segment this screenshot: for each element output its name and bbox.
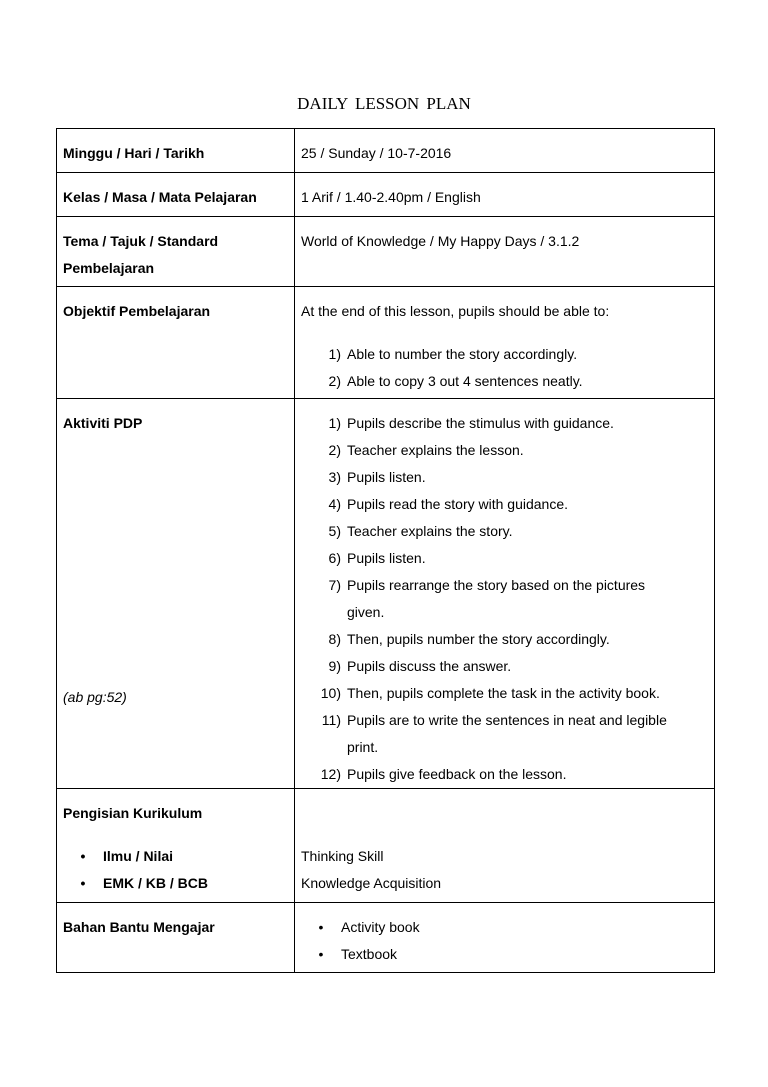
list-item: 3) Pupils listen. [328,469,426,485]
list-item: 7) Pupils rearrange the story based on the pictures [328,577,646,593]
row-minggu [57,129,715,173]
bullet-icon: • [80,875,86,891]
value-objektif [295,287,715,399]
list-item: 12) Pupils give feedback on the lesson. [320,766,567,782]
label-pengisian: Pengisian Kurikulum • Ilmu / Nilai • EMK / KB / BCB [57,789,295,903]
row-tema [57,217,715,287]
activity-book-note: (ab pg:52) [63,689,127,705]
objektif-intro: At the end of this lesson, pupils should be able to: [301,303,610,319]
label-bahan: Bahan Bantu Mengajar [57,903,295,973]
row-objektif [57,287,715,399]
value-pengisian: Thinking Skill Knowledge Acquisition [295,789,715,903]
value-aktiviti [295,399,715,789]
label-tema: Tema / Tajuk / Standard Pembelajaran [57,217,295,287]
list-item: • Ilmu / Nilai [63,843,288,870]
bullet-icon: • [318,946,324,962]
label-kelas: Kelas / Masa / Mata Pelajaran [57,173,295,217]
bullet-icon: • [80,848,86,864]
row-bahan [57,903,715,973]
list-item: • Activity book [301,914,708,941]
value-kelas: 1 Arif / 1.40-2.40pm / English [295,173,715,217]
value-tema: World of Knowledge / My Happy Days / 3.1.2 [295,217,715,287]
list-item-continuation: print. [347,739,379,755]
label-minggu: Minggu / Hari / Tarikh [57,129,295,173]
list-item: • Textbook [301,941,708,968]
list-item: 9) Pupils discuss the answer. [328,658,512,674]
lesson-plan-table [56,128,715,973]
list-item: 8) Then, pupils number the story accordingly. [328,631,610,647]
list-item: 1) Pupils describe the stimulus with guidance. [328,415,614,431]
label-aktiviti: Aktiviti PDP (ab pg:52) [57,399,295,789]
list-item: 2) Teacher explains the lesson. [328,442,524,458]
list-item: 1) Able to number the story accordingly. [328,346,578,362]
row-pengisian [57,789,715,903]
page-title: DAILY LESSON PLAN [297,94,471,113]
list-item: 4) Pupils read the story with guidance. [328,496,569,512]
row-aktiviti [57,399,715,789]
list-item: 5) Teacher explains the story. [328,523,513,539]
list-item: 6) Pupils listen. [328,550,426,566]
label-objektif: Objektif Pembelajaran [57,287,295,399]
value-minggu: 25 / Sunday / 10-7-2016 [295,129,715,173]
list-item: 11) Pupils are to write the sentences in neat and legible [321,712,667,728]
list-item: 2) Able to copy 3 out 4 sentences neatly. [328,373,583,389]
bullet-icon: • [318,919,324,935]
list-item-continuation: given. [347,604,385,620]
value-bahan [295,903,715,973]
row-kelas [57,173,715,217]
list-item: 10) Then, pupils complete the task in the activity book. [320,685,660,701]
list-item: • EMK / KB / BCB [63,870,288,897]
